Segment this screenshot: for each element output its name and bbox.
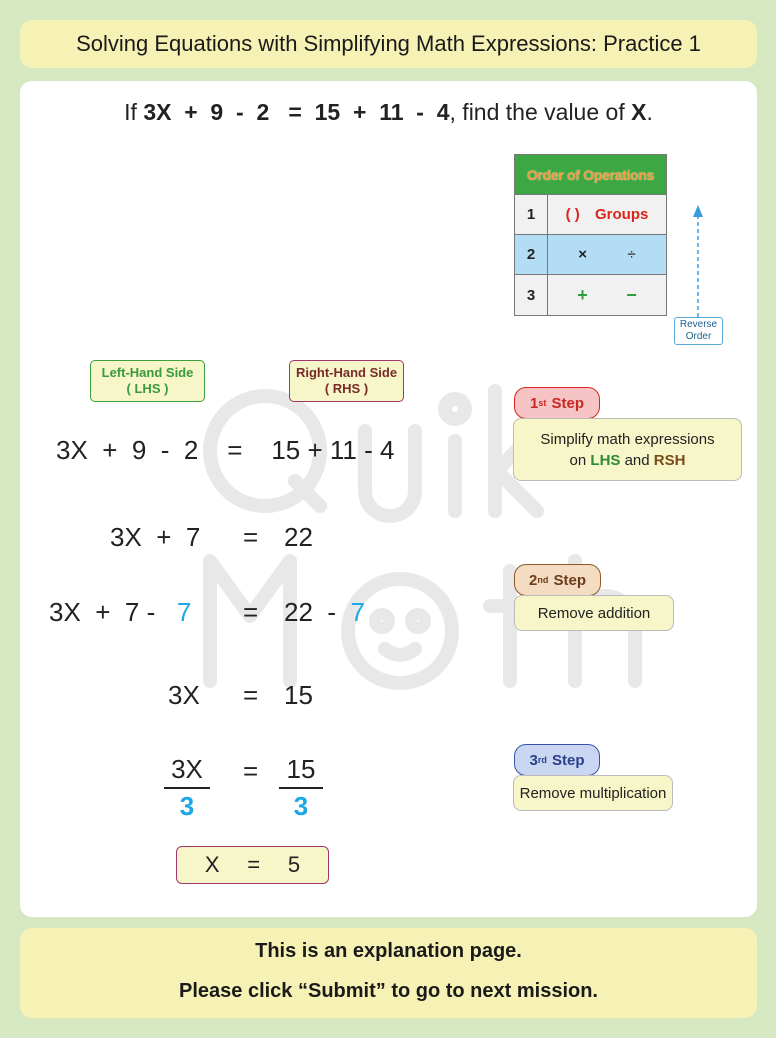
step-3-badge: 3 rd Step [514,744,600,776]
work-line-1: 3X + 9 - 2 = 15 + 11 - 4 [56,435,395,465]
footer-message [20,928,757,1018]
page-title: Solving Equations with Simplifying Math Expressions: Practice 1 [20,20,757,68]
step-1-description: Simplify math expressions on LHS and RSH [513,418,742,481]
ops-row-3: 3 + − [515,275,666,315]
rhs-label: Right-Hand Side ( RHS ) [289,360,404,402]
work-line-3-lhs: 3X + 7 - 7 [49,597,192,627]
reverse-order-label: Reverse Order [674,317,723,345]
footer-line-1: This is an explanation page. [255,940,522,962]
ops-row-2: 2 × ÷ [515,235,666,275]
work-line-4-eq: = [243,680,259,710]
lhs-label: Left-Hand Side ( LHS ) [90,360,205,402]
question-equation: 3X + 9 - 2 = 15 + 11 - 4 [143,99,450,125]
fraction-rhs: $\frac{15}{3}$ [279,754,323,822]
order-of-operations-table [514,154,667,316]
question-text: If 3X + 9 - 2 = 15 + 11 - 4, find the value of X. [124,99,653,125]
work-line-2-lhs: 3X + 7 [110,522,201,552]
work-line-4-rhs: 15 [284,680,313,710]
step-3-description: Remove multiplication [513,775,673,811]
footer-line-2: Please click “Submit” to go to next mission. [179,980,598,1002]
arrow-up-icon [691,203,705,317]
ops-row-1: 1 ( ) Groups [515,195,666,235]
work-line-2-eq: = [243,522,259,552]
step-2-badge: 2 nd Step [514,564,601,596]
answer-box: X = 5 [176,846,329,884]
step-2-description: Remove addition [514,595,674,631]
fraction-lhs: $\frac{3X}{3}$ [164,754,210,822]
work-line-2-rhs: 22 [284,522,313,552]
work-line-4-lhs: 3X [168,680,200,710]
fraction-eq: = [243,756,259,786]
work-line-3-rhs: 22 - 7 [284,597,365,627]
ops-table-header: Order of Operations [515,155,666,195]
step-1-badge: 1 st Step [514,387,600,419]
explanation-panel [20,81,757,917]
work-line-3-eq: = [243,597,259,627]
